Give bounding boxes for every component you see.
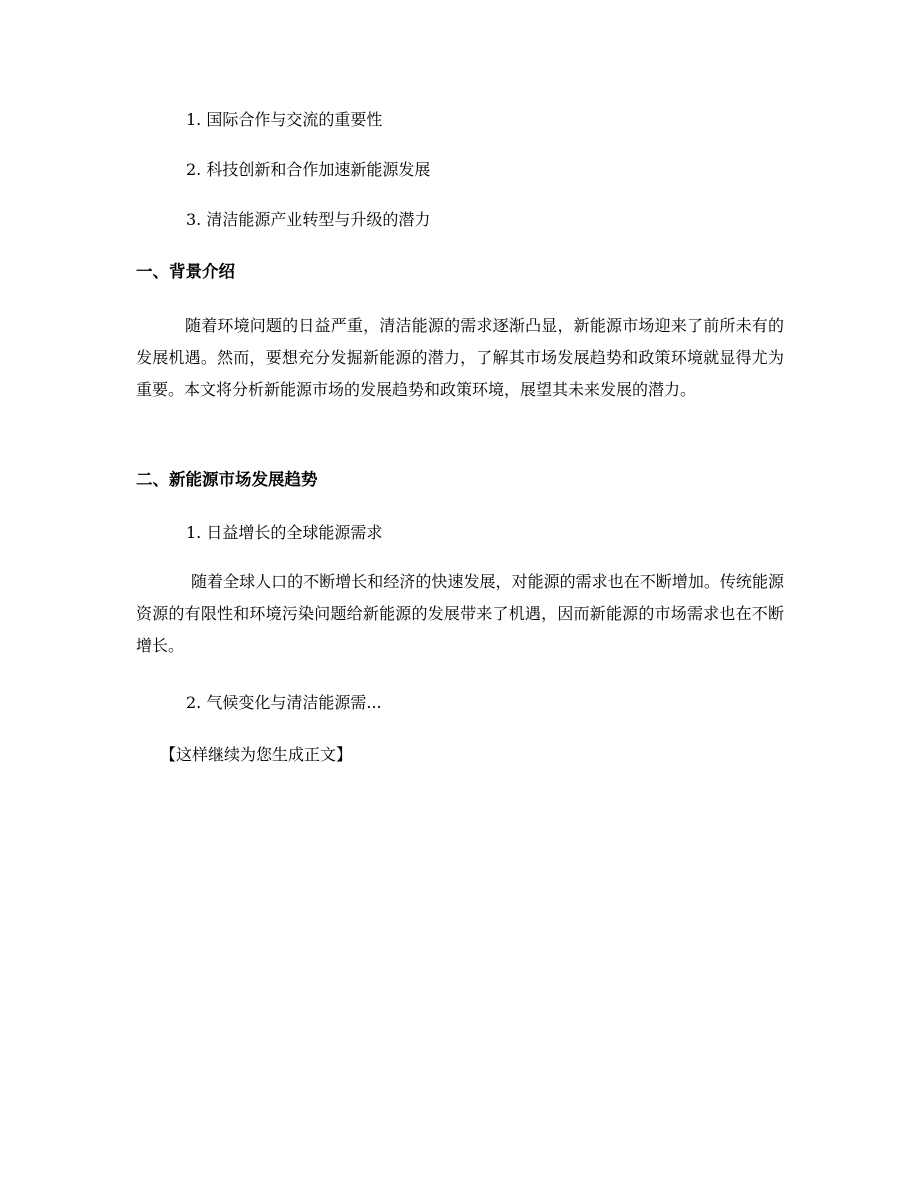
section-2-item-2-title: 2. 气候变化与清洁能源需... bbox=[186, 693, 382, 712]
outline-item-2: 2. 科技创新和合作加速新能源发展 bbox=[186, 160, 431, 179]
section-1-paragraph: 随着环境问题的日益严重，清洁能源的需求逐渐凸显，新能源市场迎来了前所未有的发展机遇。然而，要想充分发掘新能源的潜力，了解其市场发展趋势和政策环境就显得尤为重要。本文将分析新能源市场的发展趋势和政策环境，展望其未来发展的潜力。 bbox=[136, 316, 784, 399]
section-2-item-1-title: 1. 日益增长的全球能源需求 bbox=[186, 523, 383, 542]
continue-note: 【这样继续为您生成正文】 bbox=[160, 745, 353, 764]
watermark: zixin.com.cn bbox=[386, 510, 723, 564]
section-2-item-1-paragraph: 随着全球人口的不断增长和经济的快速发展，对能源的需求也在不断增加。传统能源资源的有限性和环境污染问题给新能源的发展带来了机遇，因而新能源的市场需求也在不断增长。 bbox=[136, 572, 784, 655]
section-1-heading: 一、背景介绍 bbox=[136, 262, 235, 281]
outline-item-3: 3. 清洁能源产业转型与升级的潜力 bbox=[186, 210, 431, 229]
outline-item-1: 1. 国际合作与交流的重要性 bbox=[186, 110, 383, 129]
section-2-heading: 二、新能源市场发展趋势 bbox=[136, 470, 318, 489]
